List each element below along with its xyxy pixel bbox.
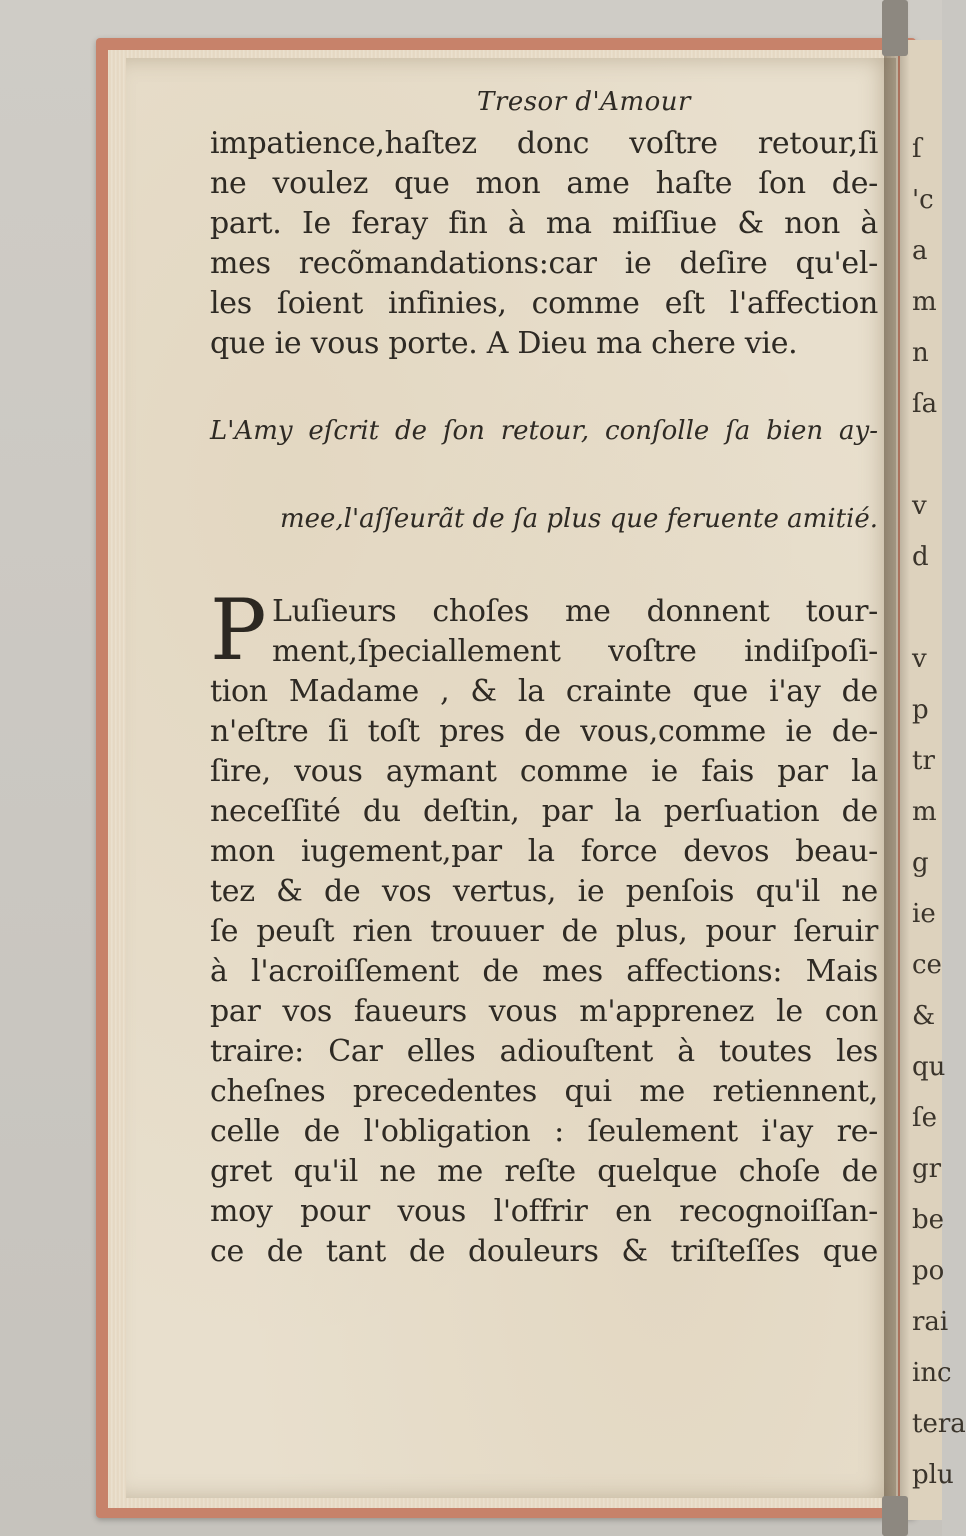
facing-fragment: gr <box>912 1154 942 1184</box>
letter-heading-line-2: mee,l'aſſeurãt de ſa plus que feruente amitié. <box>279 504 878 534</box>
text-line: n'eſtre ſi toſt pres de vous,comme ie de- <box>210 714 878 749</box>
binding-clasp-bottom <box>882 1496 908 1536</box>
book-gutter <box>884 0 910 1536</box>
binding-clasp-top <box>882 0 908 56</box>
facing-fragment: ce <box>912 950 942 980</box>
facing-fragment: v <box>912 491 927 521</box>
text-line: Luſieurs choſes me donnent tour- <box>272 594 878 629</box>
text-line: celle de l'obligation : ſeulement i'ay re- <box>210 1114 878 1149</box>
top-paragraph <box>210 124 878 364</box>
text-line: moy pour vous l'offrir en recognoiſſan- <box>210 1194 878 1229</box>
facing-fragment: d <box>912 542 929 572</box>
facing-fragment: m <box>912 797 937 827</box>
facing-fragment: plu <box>912 1460 954 1490</box>
facing-page-text <box>912 124 966 1501</box>
facing-fragment: tr <box>912 746 935 776</box>
facing-fragment: a <box>912 236 928 266</box>
facing-fragment: p <box>912 695 929 725</box>
text-line: ment,ſpeciallement voſtre indiſpoſi- <box>272 634 878 669</box>
facing-fragment <box>912 430 942 481</box>
facing-fragment: ſ <box>912 134 922 164</box>
text-line: part. Ie feray fin à ma miſſiue & non à <box>210 206 878 241</box>
letter-body <box>210 581 878 1272</box>
page-text <box>210 80 878 1272</box>
facing-fragment: ie <box>912 899 936 929</box>
text-line: ce de tant de douleurs & triſteſſes que <box>210 1234 878 1269</box>
facing-fragment: ſe <box>912 1103 938 1133</box>
facing-fragment: rai <box>912 1307 949 1337</box>
facing-fragment: ſa <box>912 389 938 419</box>
facing-fragment: & <box>912 1001 936 1031</box>
text-line: tez & de vos vertus, ie penſois qu'il ne <box>210 874 878 909</box>
text-line: mes recõmandations:car ie deſire qu'el- <box>210 246 878 281</box>
text-line: mon iugement,par la force devos beau- <box>210 834 878 869</box>
text-line: cheſnes precedentes qui me retiennent, <box>210 1074 878 1109</box>
facing-fragment: tera <box>912 1409 966 1439</box>
text-line: impatience,haſtez donc voſtre retour,ſi <box>210 126 878 161</box>
running-head: Tresor d'Amour <box>477 87 691 117</box>
text-line: ne voulez que mon ame haſte ſon de- <box>210 166 878 201</box>
text-line: traire: Car elles adiouſtent à toutes les <box>210 1034 878 1069</box>
facing-fragment: be <box>912 1205 945 1235</box>
text-line: tion Madame , & la crainte que i'ay de <box>210 674 878 709</box>
text-line: par vos faueurs vous m'apprenez le con <box>210 994 878 1029</box>
text-line: ſe peuſt rien trouuer de plus, pour ſeruir <box>210 914 878 949</box>
letter-heading-line-1: L'Amy eſcrit de ſon retour, conſolle ſa bien ay- <box>210 416 878 446</box>
facing-fragment: v <box>912 644 927 674</box>
facing-fragment: qu <box>912 1052 946 1082</box>
facing-fragment: inc <box>912 1358 952 1388</box>
facing-fragment <box>912 583 942 634</box>
text-line: les ſoient infinies, comme eſt l'affection <box>210 286 878 321</box>
facing-fragment: n <box>912 338 929 368</box>
facing-fragment: 'c <box>912 185 934 215</box>
facing-fragment: g <box>912 848 929 878</box>
facing-fragment: m <box>912 287 937 317</box>
facing-fragment: po <box>912 1256 945 1286</box>
text-line: à l'acroiſſement de mes affections: Mais <box>210 954 878 989</box>
text-line: gret qu'il ne me reſte quelque choſe de <box>210 1154 878 1189</box>
text-line: neceſſité du deſtin, par la perſuation de <box>210 794 878 829</box>
text-line: ſire, vous aymant comme ie fais par la <box>210 754 878 789</box>
text-line: que ie vous porte. A Dieu ma chere vie. <box>210 326 798 361</box>
drop-cap: P <box>210 581 267 679</box>
